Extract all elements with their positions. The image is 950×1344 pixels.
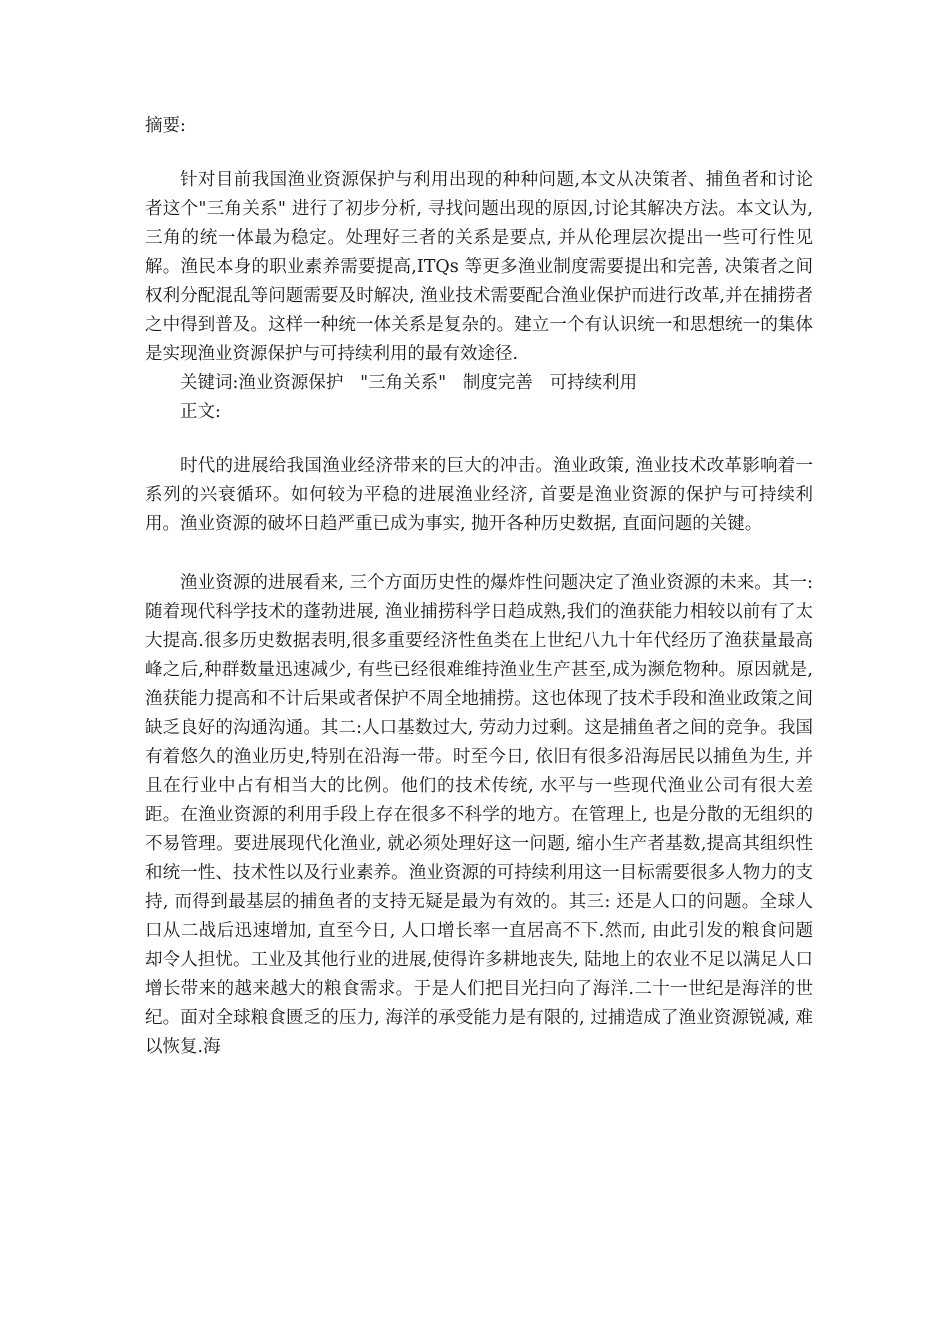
document-content bbox=[145, 112, 813, 1062]
abstract-paragraph: 针对目前我国渔业资源保护与利用出现的种种问题,本文从决策者、捕鱼者和讨论者这个"三角关系" 进行了初步分析, 寻找问题出现的原因,讨论其解决方法。本文认为,三角的统一体最为稳定。处理好三者的关系是要点, 并从伦理层次提出一些可行性见解。渔民本身的职业素养需要提高,ITQs 等更多渔业制度需要提出和完善, 决策者之间权利分配混乱等问题需要及时解决, 渔业技术需要配合渔业保护而进行改革,并在捕捞者之中得到普及。这样一种统一体关系是复杂的。建立一个有认识统一和思想统一的集体是实现渔业资源保护与可持续利用的最有效途径. bbox=[145, 170, 813, 364]
keyword-item: 渔业资源保护 bbox=[238, 373, 344, 393]
keyword-item: 可持续利用 bbox=[549, 373, 638, 393]
keyword-item: 制度完善 bbox=[462, 373, 533, 393]
keywords-label: 关键词: bbox=[180, 373, 239, 393]
body-label: 正文: bbox=[180, 402, 221, 422]
abstract-label: 摘要: bbox=[145, 116, 186, 136]
keyword-item: "三角关系" bbox=[360, 373, 447, 393]
body-paragraph: 渔业资源的进展看来, 三个方面历史性的爆炸性问题决定了渔业资源的未来。其一: 随着现代科学技术的蓬勃进展, 渔业捕捞科学日趋成熟,我们的渔获能力相较以前有了太大提高.很多历史数据表明,很多重要经济性鱼类在上世纪八九十年代经历了渔获量最高峰之后,种群数量迅速减少, 有些已经很难维持渔业生产甚至,成为濒危物种。原因就是, 渔获能力提高和不计后果或者保护不周全地捕捞。这也体现了技术手段和渔业政策之间缺乏良好的沟通沟通。其二:人口基数过大, 劳动力过剩。这是捕鱼者之间的竞争。我国有着悠久的渔业历史,特别在沿海一带。时至今日, 依旧有很多沿海居民以捕鱼为生, 并且在行业中占有相当大的比例。他们的技术传统, 水平与一些现代渔业公司有很大差距。在渔业资源的利用手段上存在很多不科学的地方。在管理上, 也是分散的无组织的不易管理。要进展现代化渔业, 就必须处理好这一问题, 缩小生产者基数,提高其组织性和统一性、技术性以及行业素养。渔业资源的可持续利用这一目标需要很多人物力的支持, 而得到最基层的捕鱼者的支持无疑是最为有效的。其三: 还是人口的问题。全球人口从二战后迅速增加, 直至今日, 人口增长率一直居高不下.然而, 由此引发的粮食问题却令人担忧。工业及其他行业的进展,使得许多耕地丧失, 陆地上的农业不足以满足人口增长带来的越来越大的粮食需求。于是人们把目光扫向了海洋.二十一世纪是海洋的世纪。面对全球粮食匮乏的压力, 海洋的承受能力是有限的, 过捕造成了渔业资源锐减, 难以恢复.海 bbox=[145, 573, 813, 1057]
keywords-line bbox=[145, 369, 813, 398]
body-paragraph: 时代的进展给我国渔业经济带来的巨大的冲击。渔业政策, 渔业技术改革影响着一系列的兴衰循环。如何较为平稳的进展渔业经济, 首要是渔业资源的保护与可持续利用。渔业资源的破坏日趋严重已成为事实, 抛开各种历史数据, 直面问题的关键。 bbox=[145, 456, 813, 534]
